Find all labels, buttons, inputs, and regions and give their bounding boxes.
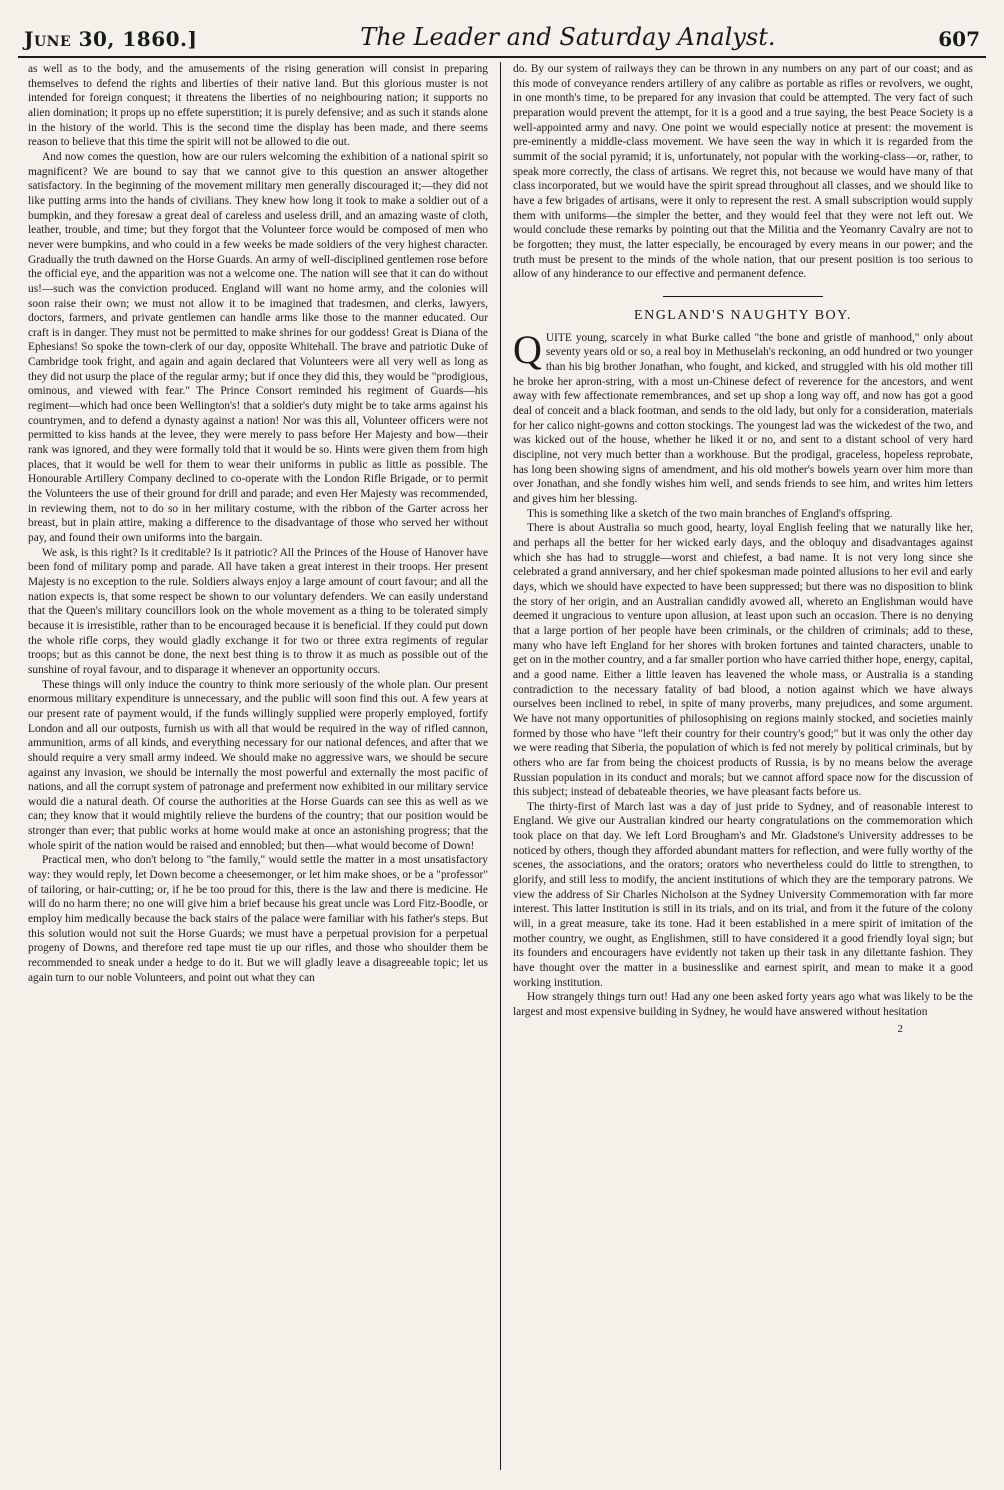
publication-title: The Leader and Saturday Analyst. <box>360 23 776 51</box>
drop-cap: Q <box>513 326 542 372</box>
paragraph: The thirty-first of March last was a day of just pride to Sydney, and of reasonable interest to England. We give our Australian kindred our hearty congratulations on the commemoration which took place on that day. We left Lord Brougham's and Mr. Gladstone's University addresses to be noticed by others, though they afforded abundant matters for reflection, and were fully worthy of the scenes, the associations, and the orators; orators who nevertheless could do little to strengthen, to glorify, and still less to modify, the ancient institutions of which they are the temporary patrons. We view the address of Sir Charles Nicholson at the Sydney University Commemoration with far more interest. This latter Institution is still in its trials, and on its trial, and from it the future of the colony will, in a great measure, take its tone. Had it been established in a mere spirit of imitation of the mother country, we ought, as Englishmen, still to have considered it a good friendly loyal sign; but its founders and encouragers have evidently not taken up their task in any dilettante fashion. They have thought over the matter in a businesslike and earnest spirit, and mean to make it a good working institution. <box>513 800 973 989</box>
article-lead-paragraph <box>513 326 973 507</box>
page-number: 607 <box>938 27 980 51</box>
paragraph: do. By our system of railways they can be thrown in any numbers on any part of our coast; and as this mode of conveyance renders artillery of any calibre as portable as rifles or revolvers, we ought, in one month's time, to be prepared for any invasion that could be attempted. The very fact of such preparation would prevent the attempt, for it is a good and a true saying, the best Peace Society is a well-appointed army and navy. One point we would especially notice at present: the movement is pre-eminently a middle-class movement. We have seen the way in which it is regarded from the summit of the social pyramid; it is, unfortunately, not popular with the working-class—or, rather, to speak more correctly, the class of artisans. We regret this, not because we would have many of that class incorporated, but we would have the spirit spread throughout all classes, and we should like to have a few brigades of artisans, were it only to represent the rest. A small subscription would supply them with uniforms—the simpler the better, and they would feel that they were not left out. We would conclude these remarks by pointing out that the Militia and the Yeomanry Cavalry are not to be forgotten; they must, the latter especially, be encouraged by every means in our power; and the truth must be present to the minds of the whole nation, that our present position is too serious to allow of any hinderance to our effective and permanent defence. <box>513 63 973 281</box>
paragraph: We ask, is this right? Is it creditable? Is it patriotic? All the Princes of the House of Hanover have been fond of military pomp and parade. All have taken a great interest in their troops. Her present Majesty is no exception to the rule. Soldiers always enjoy a large amount of court favour; and all the nation expects is, that some respect be shown to our voluntary defenders. We can easily understand that the Queen's military councillors look on the whole movement as a thing to be tolerated simply because it is irresistible, rather than to be encouraged because it is beneficial. If they could put down the whole rifle corps, they would gladly exchange it for two or three extra regiments of regular troops; but as this cannot be done, the next best thing is to throw it as much as possible out of the sunshine of royal favour, and to disparage it whenever an opportunity occurs. <box>28 546 488 676</box>
paragraph: And now comes the question, how are our rulers welcoming the exhibition of a national spirit so magnificent? We are bound to say that we cannot give to this question an answer altogether satisfactory. In the beginning of the movement military men generally discouraged it;—they did not like putting arms into the hands of civilians. They knew how long it took to make a soldier out of a bumpkin, and they foresaw a great deal of careless and useless drill, and an amazing waste of cloth, leather, trouble, and time; but they forgot that the Volunteer force would be composed of men who never were bumpkins, and who could in a few weeks be made soldiers of the very highest character. Gradually the truth dawned on the Horse Guards. An army of well-disciplined gentlemen rose before the official eye, and the apparition was not a welcome one. The nation will see that it can do without us!—such was the conviction produced. England will want no home army, and the colonies will soon raise their own; we must not allow it to be imagined that tradesmen, and clerks, lawyers, doctors, farmers, and private gentlemen can handle arms like those to the manner educated. Our craft is in danger. They must not be permitted to make shrines for our goddess! Great is Diana of the Ephesians! So spoke the town-clerk of our day, opposite Whitehall. The brave and patriotic Duke of Cambridge took fright, and again and again declared that Volunteers were all very well as long as they did not usurp the place of the regular army; but if once they did this, they would be "prodigious, ominous, and viewed with fear." The Prince Consort reminded his regiment of Guards—his regiment—which had once been Wellington's! that a soldier's duty might be to take arms against his countrymen, and to defend a dynasty against a nation! Nor was this all, Volunteer officers were not permitted to kiss hands at the levee, they were merely to pass before Her Majesty and bow—their rank was ignored, and they were formally told that it would be so. Hints were given them from high places, that it would be well for them to wear their uniforms in public as little as possible. The Honourable Artillery Company declined to co-operate with the London Rifle Brigade, or to permit the Volunteers the use of their ground for drill and parade; and even Her Majesty was recommended, in reviewing them, not to do so in her military costume, with the ribbon of the Garter across her breast, but in plain attire, making a difference to the disadvantage of those who served her without pay, and found their own uniforms into the bargain. <box>28 150 488 544</box>
paragraph: This is something like a sketch of the two main branches of England's offspring. <box>527 507 893 520</box>
paragraph: How strangely things turn out! Had any one been asked forty years ago what was likely to be the largest and most expensive building in Sydney, he would have answered without hesitation <box>513 991 973 1019</box>
newspaper-page <box>18 18 986 1472</box>
right-column <box>501 62 983 1470</box>
article-columns <box>18 62 986 1470</box>
paragraph: as well as to the body, and the amusements of the rising generation will consist in preparing themselves to defend the rights and liberties of their native land. But this glorious muster is not intended for foreign conquest; it threatens the liberties of no neighbouring nation; it supports no alien domination; it props up no effete superstition; it is purely defensive; and as such it stands alone in the history of the world. This is the second time the display has been made, and there seems reason to believe that this time the spirit will not be allowed to die out. <box>28 63 488 149</box>
lead-text: UITE young, scarcely in what Burke called "the bone and gristle of manhood," only about seventy years old or so, a real boy in Methuselah's reckoning, an odd hundred or two younger than his big brother Jonathan, who fought, and kicked, and struggled with his old mother till he broke her apron-string, with a most un-Chinese defect of reverence for the ancestors, and went away with few affectionate remembrances, and set up shop a long way off, and now has got a good deal of conceit and a black footman, and sends to the old lady, but only for a consideration, materials for her calico night-gowns and cotton stockings. The youngest lad was the wickedest of the two, and was kicked out of the house, whether he liked it or no, and sent to a distant school of very hard discipline, not very much better than a workhouse. But the prodigal, graceless, hopeless reprobate, has long been showing signs of amendment, and his old mother's bowels yearn over him more than over Jonathan, and she fondly wishes him well, and sends friends to see him, and writes him letters and gives him her blessing. <box>513 331 973 506</box>
issue-date: June 30, 1860.] <box>24 27 198 51</box>
article-headline: ENGLAND'S NAUGHTY BOY. <box>634 307 852 323</box>
section-divider <box>663 296 823 297</box>
left-column <box>18 62 500 1470</box>
paragraph: There is about Australia so much good, hearty, loyal English feeling that we naturally like her, and perhaps all the better for her wicked early days, and the obloquy and disadvantages against which she has had to struggle—worst and chiefest, a bad name. It is not very long since she celebrated a grand anniversary, and her chief spokesman made pointed allusions to her evil and early days, which we should have expected to have been suppressed; but there was no disposition to blink the story of her origin, and an Australian candidly avowed all, whereto an Englishman would have deemed it ungracious to venture upon allusion, at least upon such an occasion. There is no denying that a large portion of her people have been criminals, or the children of criminals; add to these, many who have left England for her shores with broken fortunes and tainted characters, unable to get on in the mother country, and a far smaller portion who have carried thither hope, energy, capital, and a good name. Either a little leaven has leavened the whole mass, or Australia is a standing contradiction to the necessary fatality of bad blood, a notion against which we have always ourselves been inclined to rebel, in spite of many proverbs, many prejudices, and some argument. We have not many opportunities of philosophising on regions mainly stocked, and societies mainly formed by those who have "left their country for their country's good;" but it was only the other day we were reading that Siberia, the population of which is fed not merely by political criminals, but by others who are far from being the choicest products of Russia, is by no means below the average Russian population in its conduct and morals; but we cannot afford space now for the discussion of this subject; instead of debateable theories, we have pleasant facts before us. <box>513 522 973 799</box>
masthead <box>18 18 986 58</box>
signature-mark: 2 <box>897 1022 903 1035</box>
paragraph: These things will only induce the country to think more seriously of the whole plan. Our present enormous military expenditure is unnecessary, and the public will soon find this out. A few years at our present rate of payment would, if the funds willingly supplied were properly employed, fortify London and all our outposts, furnish us with all that would be required in the way of rifled cannon, ammunition, arms of all kinds, and everything necessary for our national defences, and after that we should require a very small army indeed. We should make no aggressive wars, we should be secure against any invasion, we should be internally the most powerful and externally the most pacific of nations, and all the corrupt system of patronage and preferment now exhibited in our military service would die a natural death. Of course the authorities at the Horse Guards can see this as well as we can; they know that it would mightily relieve the burdens of the country; that our position would be stronger than ever; that public works at home would make at once an astonishing progress; that the whole spirit of the nation would be raised and ennobled; but then—what would become of Down! <box>28 678 488 852</box>
paragraph: Practical men, who don't belong to "the family," would settle the matter in a most unsatisfactory way: they would reply, let Down become a cheesemonger, or let him make shoes, or be a "professor" of tailoring, or hair-cutting; or, if he be too proud for this, there is the law and there is medicine. He will do no harm there; no one will give him a brief because his great uncle was Lord Fitz-Boodle, or employ him medically because the back stairs of the palace were familiar with his father's steps. But this solution would not suit the Horse Guards; we must have a perpetual provision for a perpetual progeny of Downs, and therefore red tape must tie up our rifles, and those who shoulder them be recommended to sneak under a hedge to do it. But we will gladly leave a disagreeable topic; let us again turn to our noble Volunteers, and point out what they can <box>28 854 488 984</box>
